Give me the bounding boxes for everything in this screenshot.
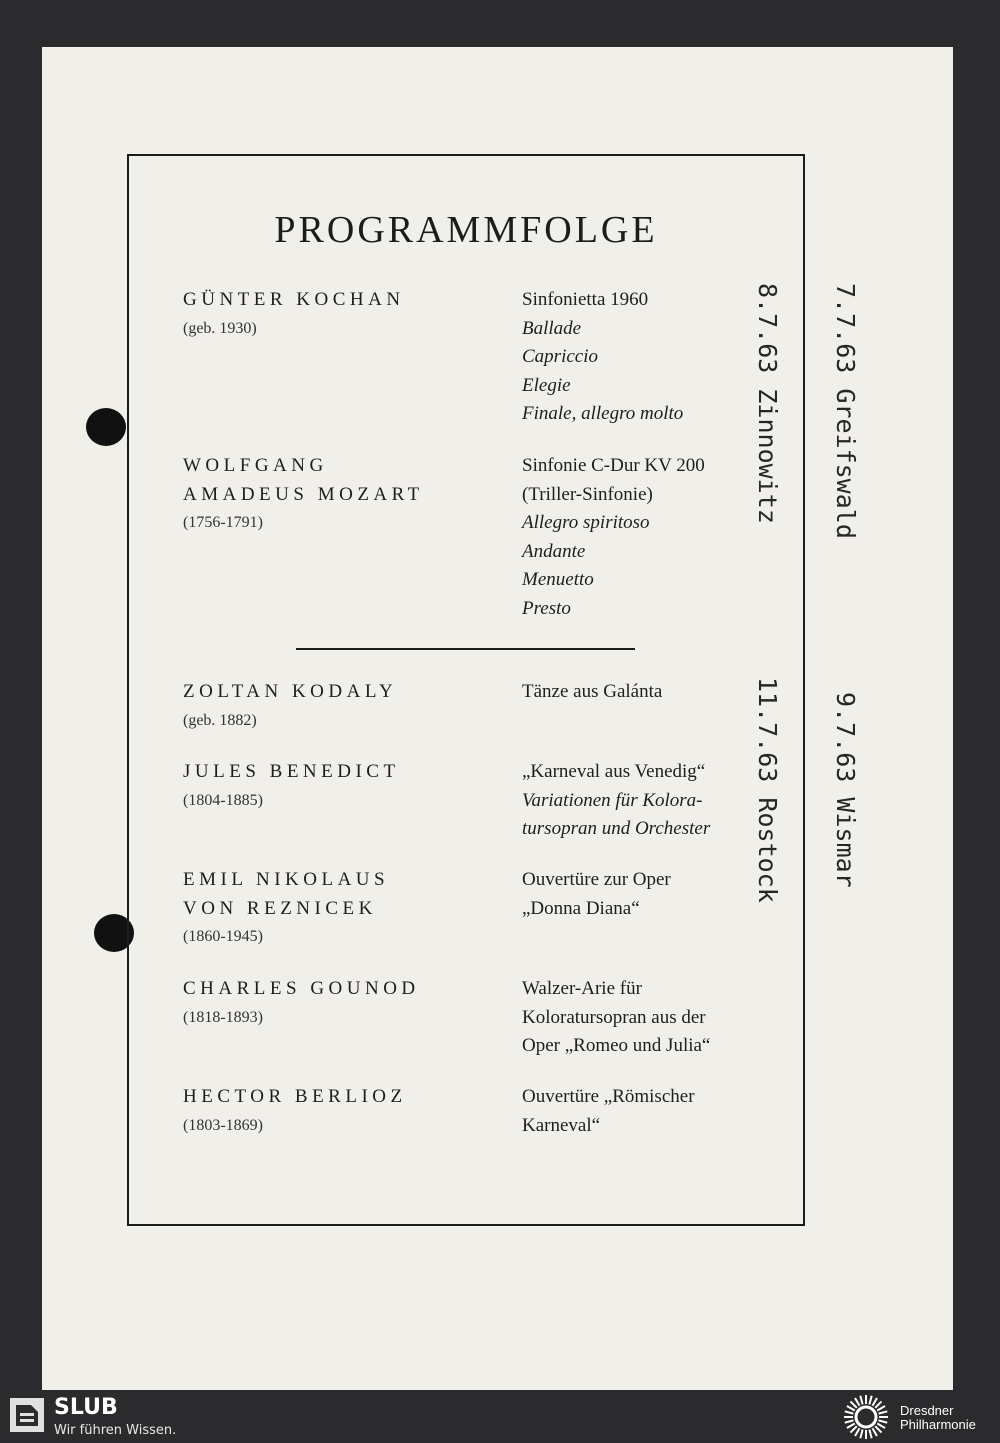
work-line: Finale, allegro molto [522, 403, 684, 424]
slub-logo-icon[interactable] [10, 1398, 44, 1432]
composer-name: HECTOR BERLIOZ [183, 1086, 407, 1107]
stamp-line: 11.7.63 Rostock [753, 677, 782, 903]
work-line: (Triller-Sinfonie) [522, 483, 653, 505]
section-divider [296, 648, 635, 650]
work-block [522, 975, 710, 1061]
work-line: Elegie [522, 374, 571, 396]
slub-tagline: Wir führen Wissen. [54, 1423, 177, 1438]
composer-block [183, 758, 400, 815]
work-block [522, 866, 671, 923]
slub-name[interactable]: SLUB [54, 1395, 118, 1420]
composer-name: EMIL NIKOLAUS [183, 869, 390, 890]
work-line: Presto [522, 597, 571, 619]
date-stamp-top [728, 283, 910, 539]
work-line: Karneval“ [522, 1114, 601, 1136]
punch-hole [86, 408, 126, 446]
work-line: Ballade [522, 317, 582, 339]
composer-dates: (geb. 1882) [183, 711, 257, 729]
composer-dates: (1803-1869) [183, 1116, 263, 1134]
composer-dates: (geb. 1930) [183, 319, 257, 337]
stamp-line: 8.7.63 Zinnowitz [753, 283, 782, 524]
composer-name: AMADEUS MOZART [183, 483, 424, 505]
composer-dates: (1818-1893) [183, 1008, 263, 1026]
work-block [522, 452, 705, 623]
date-stamp-bottom [728, 677, 910, 903]
composer-name: CHARLES GOUNOD [183, 978, 420, 999]
work-line: Ouvertüre zur Oper [522, 869, 671, 890]
work-line: Walzer-Arie für [522, 978, 642, 999]
work-line: Allegro spiritoso [522, 512, 650, 533]
stamp-line: 9.7.63 Wismar [831, 677, 860, 888]
work-line: Sinfonie C-Dur KV 200 [522, 455, 705, 476]
work-line: Sinfonietta 1960 [522, 289, 649, 310]
composer-block [183, 975, 420, 1032]
footer-bar [0, 1390, 1000, 1443]
composer-name: ZOLTAN KODALY [183, 681, 398, 702]
work-line: „Karneval aus Venedig“ [522, 761, 706, 782]
work-block [522, 758, 710, 844]
composer-name: WOLFGANG [183, 455, 328, 476]
work-line: Koloratursopran aus der [522, 1006, 706, 1028]
work-block [522, 1083, 695, 1140]
work-line: Variationen für Kolora- [522, 789, 703, 811]
composer-dates: (1804-1885) [183, 791, 263, 809]
work-line: Oper „Romeo und Julia“ [522, 1035, 711, 1056]
page-title: PROGRAMMFOLGE [274, 209, 658, 251]
composer-block [183, 286, 405, 343]
work-block [522, 678, 662, 707]
work-line: Ouvertüre „Römischer [522, 1086, 695, 1107]
work-line: Capriccio [522, 346, 598, 367]
work-line: Menuetto [522, 569, 594, 590]
composer-block [183, 678, 397, 735]
work-line: „Donna Diana“ [522, 897, 640, 919]
composer-name: VON REZNICEK [183, 897, 377, 919]
partner-name[interactable]: Dresdner Philharmonie [900, 1403, 976, 1432]
work-block [522, 286, 683, 429]
composer-dates: (1756-1791) [183, 514, 263, 531]
work-line: Andante [522, 540, 586, 562]
composer-name: JULES BENEDICT [183, 761, 400, 782]
composer-block [183, 452, 424, 538]
composer-block [183, 866, 389, 952]
composer-dates: (1860-1945) [183, 928, 263, 945]
composer-name: GÜNTER KOCHAN [183, 289, 405, 310]
philharmonie-logo-icon[interactable] [842, 1393, 890, 1441]
stamp-line: 7.7.63 Greifswald [831, 283, 860, 539]
composer-block [183, 1083, 407, 1140]
work-line: Tänze aus Galánta [522, 681, 663, 702]
work-line: tursopran und Orchester [522, 818, 711, 839]
